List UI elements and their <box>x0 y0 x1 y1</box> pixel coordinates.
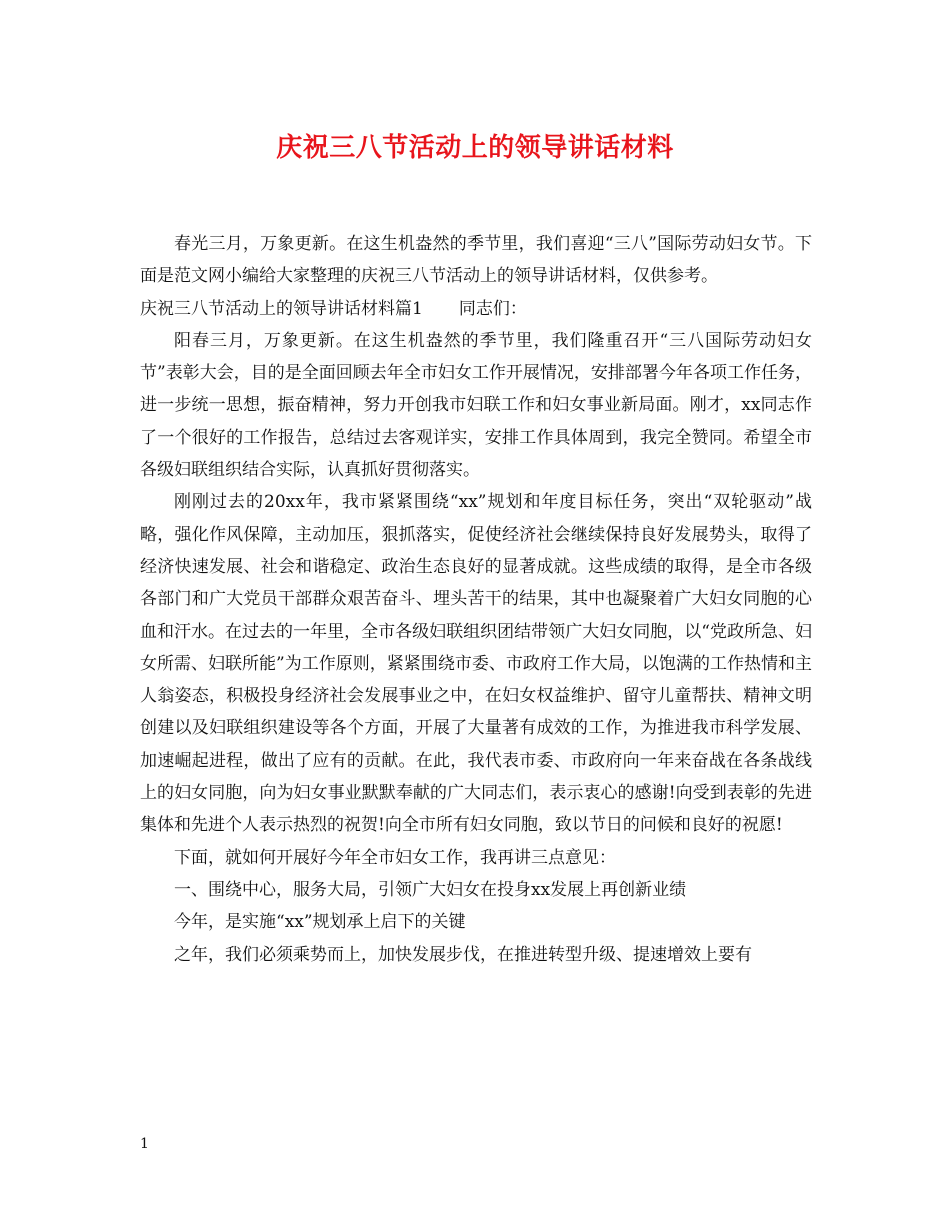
document-body <box>140 228 812 971</box>
salutation: 同志们： <box>458 298 527 319</box>
body-paragraph: 刚刚过去的20xx年，我市紧紧围绕“xx”规划和年度目标任务，突出“双轮驱动”战略，强化作风保障，主动加压，狠抓落实，促使经济社会继续保持良好发展势头，取得了经济快速发展、社会和谐稳定、政治生态良好的显著成就。这些成绩的取得，是全市各级各部门和广大党员干部群众艰苦奋斗、埋头苦干的结果，其中也凝聚着广大妇女同胞的心血和汗水。在过去的一年里，全市各级妇联组织团结带领广大妇女同胞，以“党政所急、妇女所需、妇联所能”为工作原则，紧紧围绕市委、市政府工作大局，以饱满的工作热情和主人翁姿态，积极投身经济社会发展事业之中，在妇女权益维护、留守儿童帮扶、精神文明创建以及妇联组织建设等各个方面，开展了大量著有成效的工作，为推进我市科学发展、加速崛起进程，做出了应有的贡献。在此，我代表市委、市政府向一年来奋战在各条战线上的妇女同胞，向为妇女事业默默奉献的广大同志们，表示衷心的感谢!向受到表彰的先进集体和先进个人表示热烈的祝贺!向全市所有妇女同胞，致以节日的问候和良好的祝愿! <box>140 492 812 836</box>
body-paragraph: 今年，是实施“xx”规划承上启下的关键 <box>174 912 466 933</box>
section-heading: 庆祝三八节活动上的领导讲话材料篇1 <box>140 298 423 319</box>
section-heading-line <box>140 293 812 325</box>
body-paragraph: 下面，就如何开展好今年全市妇女工作，我再讲三点意见： <box>174 847 616 868</box>
point-heading: 一、围绕中心，服务大局，引领广大妇女在投身xx发展上再创新业绩 <box>174 879 687 900</box>
body-paragraph: 之年，我们必须乘势而上，加快发展步伐，在推进转型升级、提速增效上要有 <box>174 944 752 965</box>
page-number: 1 <box>140 1136 149 1152</box>
body-paragraph: 阳春三月，万象更新。在这生机盎然的季节里，我们隆重召开“三八国际劳动妇女节”表彰大会，目的是全面回顾去年全市妇女工作开展情况，安排部署今年各项工作任务，进一步统一思想，振奋精神，努力开创我市妇联工作和妇女事业新局面。刚才，xx同志作了一个很好的工作报告，总结过去客观详实，安排工作具体周到，我完全赞同。希望全市各级妇联组织结合实际，认真抓好贯彻落实。 <box>140 330 812 481</box>
document-title: 庆祝三八节活动上的领导讲话材料 <box>276 133 674 163</box>
intro-paragraph: 春光三月，万象更新。在这生机盎然的季节里，我们喜迎“三八”国际劳动妇女节。下面是范文网小编给大家整理的庆祝三八节活动上的领导讲话材料，仅供参考。 <box>140 234 812 287</box>
